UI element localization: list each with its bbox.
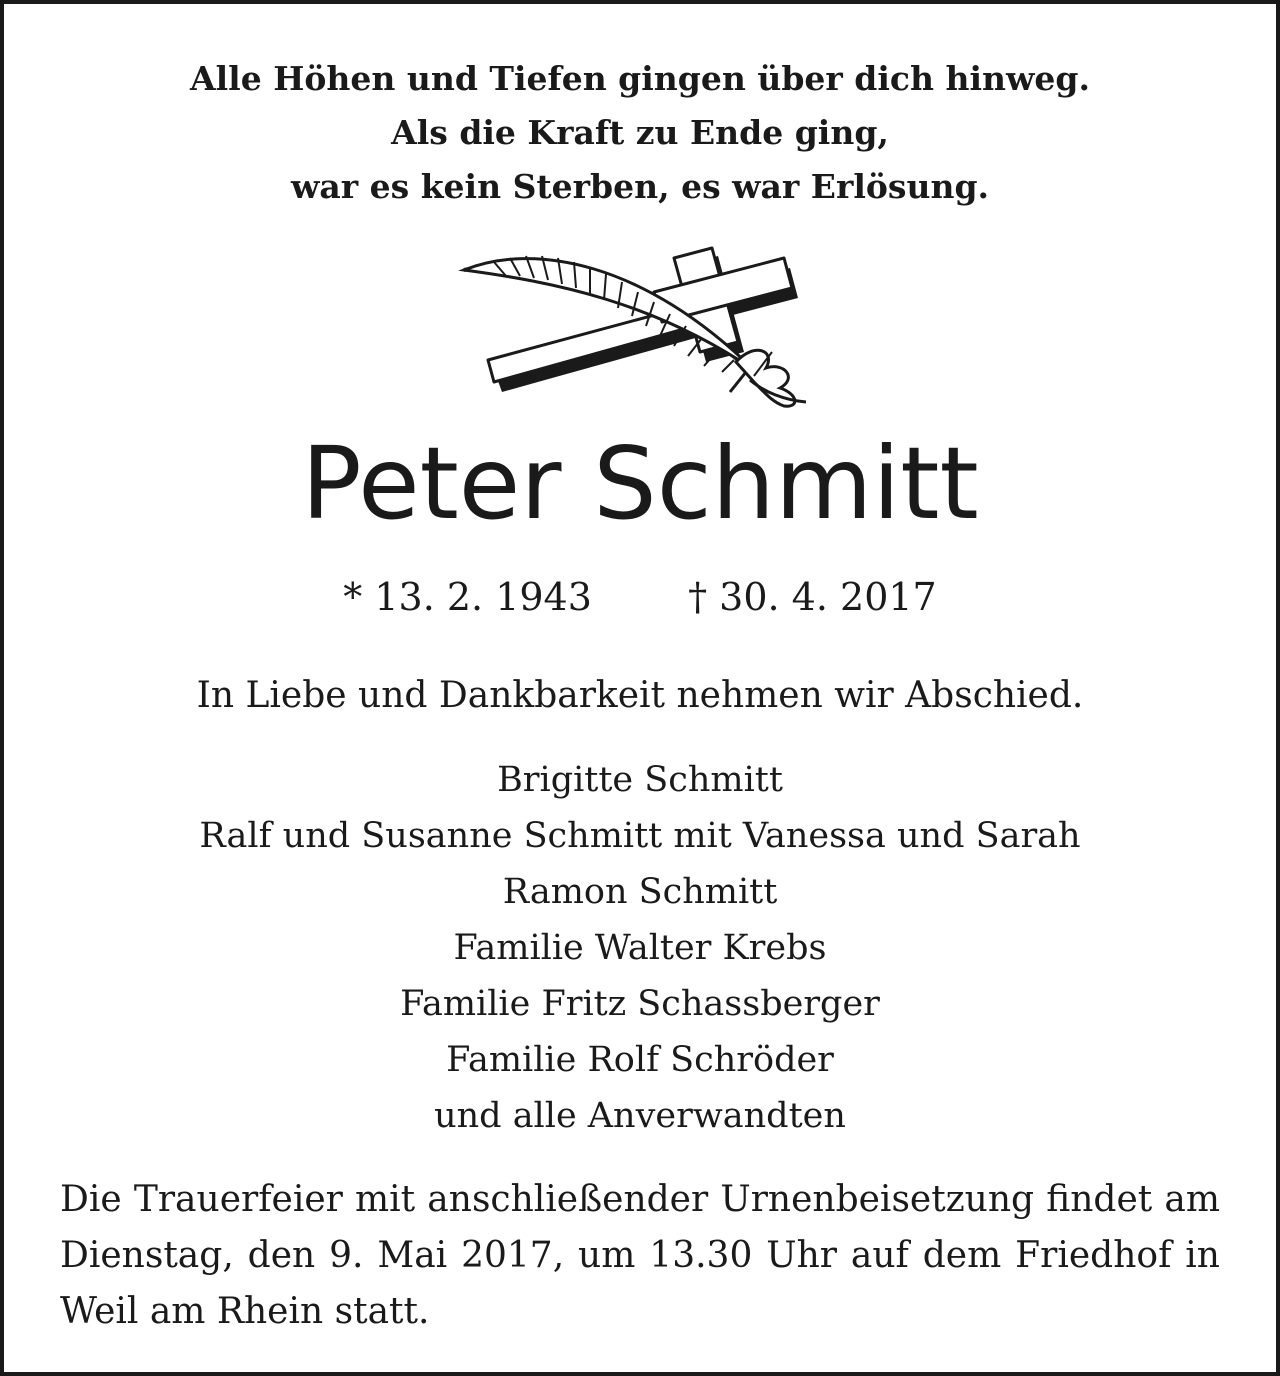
mourner-item: und alle Anverwandten: [434, 1096, 846, 1136]
cross-with-palm-frond-icon: [454, 242, 834, 414]
motto-line: Alle Höhen und Tiefen gingen über dich hinweg.: [190, 59, 1090, 98]
deceased-name: Peter Schmitt: [301, 425, 979, 542]
mourner-item: Familie Walter Krebs: [453, 928, 827, 968]
death-date: † 30. 4. 2017: [688, 575, 937, 619]
ceremony-announcement: Die Trauerfeier mit anschließender Urnenbeisetzung findet am Dienstag, den 9. Mai 2017, um 13.30 Uhr auf dem Friedhof in Weil am Rhein statt.: [60, 1179, 1220, 1332]
mourners-list: [4, 752, 1276, 1144]
mourner-item: Familie Fritz Schassberger: [400, 984, 880, 1024]
mourner-item: Ralf und Susanne Schmitt mit Vanessa und Sarah: [199, 816, 1081, 856]
motto-line: war es kein Sterben, es war Erlösung.: [290, 167, 990, 206]
motto-line: Als die Kraft zu Ende ging,: [391, 113, 889, 152]
life-dates: [4, 572, 1276, 622]
motto-verse: [4, 52, 1276, 214]
mourner-item: Ramon Schmitt: [502, 872, 778, 912]
mourner-item: Familie Rolf Schröder: [446, 1040, 834, 1080]
mourner-item: Brigitte Schmitt: [497, 760, 783, 800]
birth-date: * 13. 2. 1943: [343, 575, 592, 619]
farewell-line: In Liebe und Dankbarkeit nehmen wir Abschied.: [196, 675, 1084, 716]
